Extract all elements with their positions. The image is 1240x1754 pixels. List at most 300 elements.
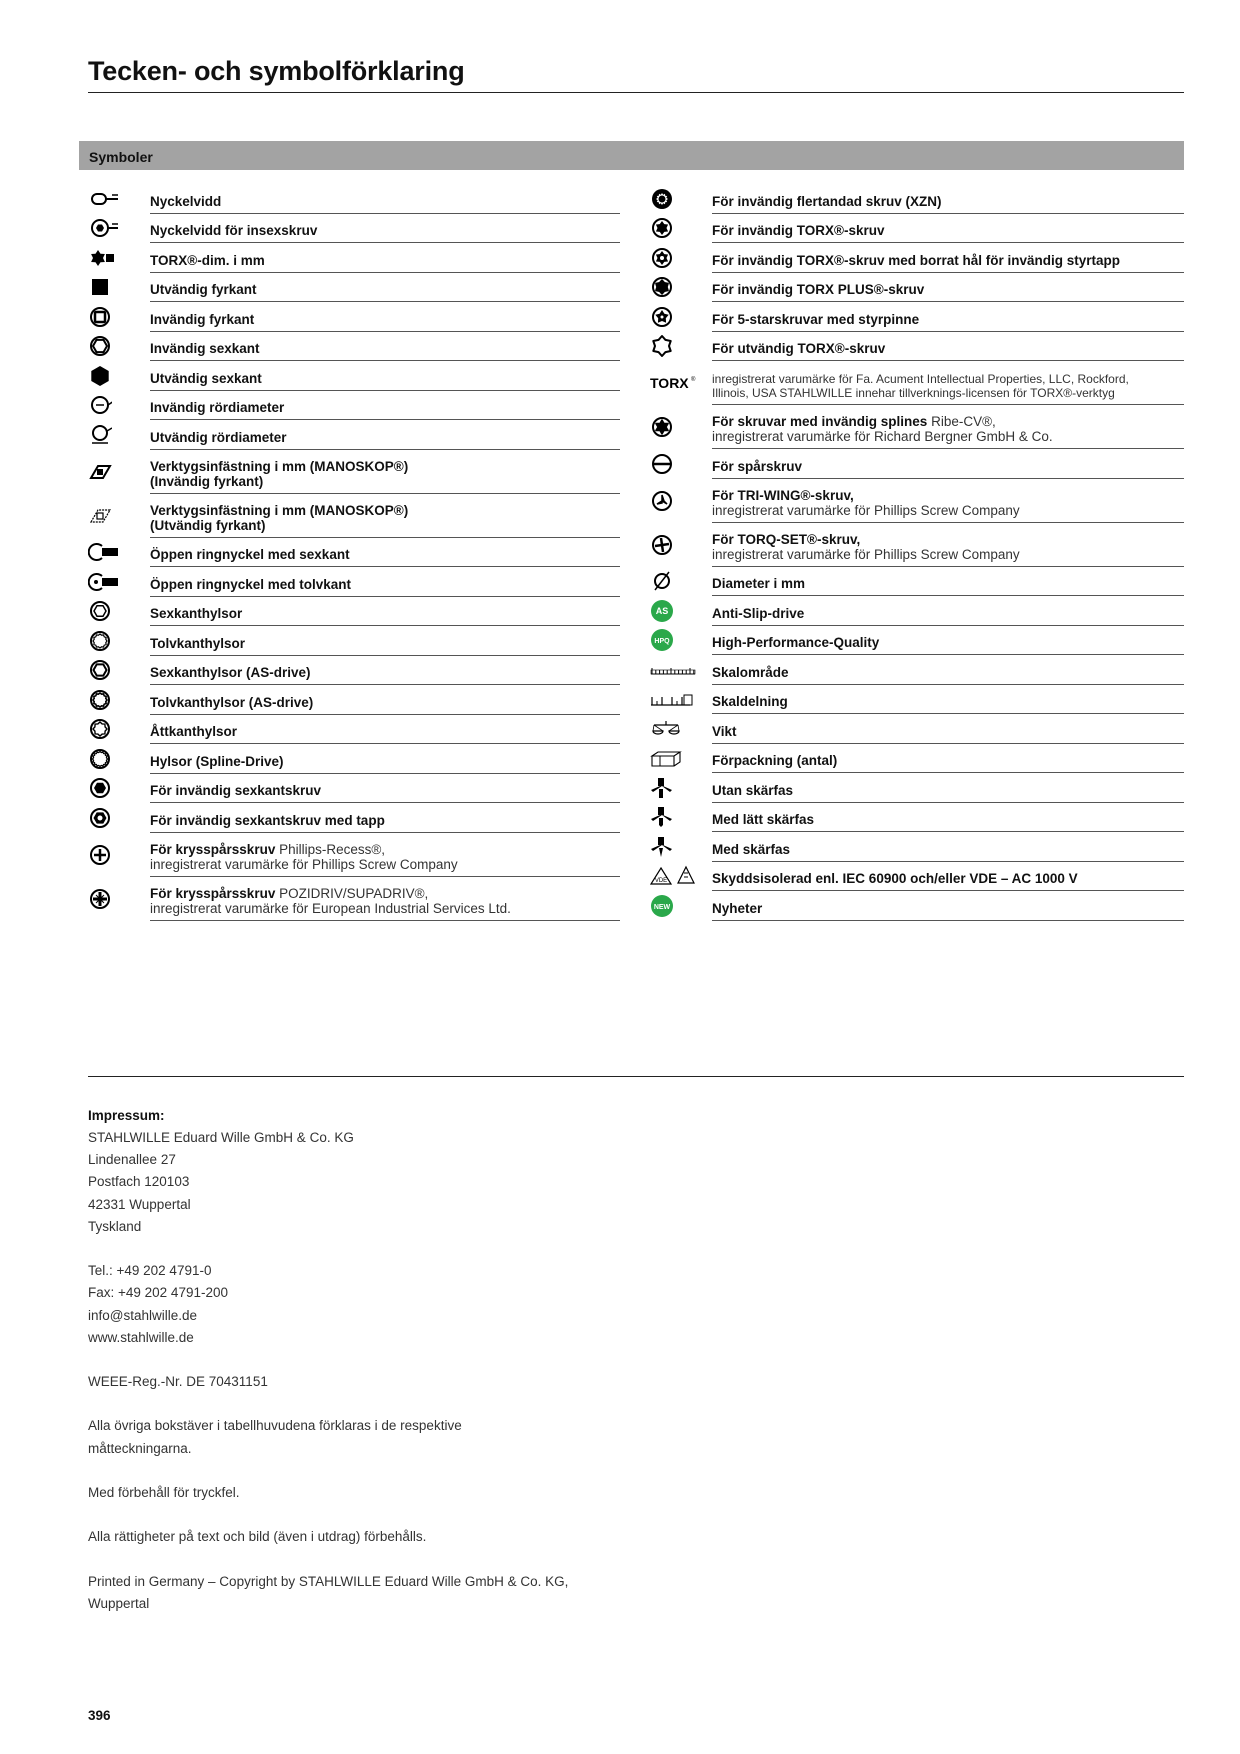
symbol-label — [712, 332, 1184, 362]
symbol-description: inregistrerat varumärke för Fa. Acument Intellectual Properties, LLC, Rockford, — [712, 372, 1129, 386]
open-ring-hex-icon — [88, 538, 150, 568]
symbol-label — [150, 567, 620, 597]
weight-icon-graphic — [650, 717, 696, 741]
symbol-name: Nyckelvidd för insexskruv — [150, 223, 318, 238]
impressum — [88, 1108, 688, 1618]
spline-socket-icon — [88, 744, 150, 774]
torx-external-icon — [650, 332, 712, 362]
symbol-name: För utvändig TORX®-skruv — [712, 341, 886, 356]
internal-hex-pin-screw-icon — [88, 803, 150, 833]
impressum-line: Tyskland — [88, 1218, 142, 1234]
symbol-label-line — [150, 430, 620, 445]
symbol-row — [650, 803, 1184, 833]
symbol-row — [650, 449, 1184, 479]
impressum-line: Fax: +49 202 4791-200 — [88, 1285, 228, 1301]
page-title: Tecken- och symbolförklaring — [88, 56, 465, 86]
package-icon — [650, 744, 712, 774]
symbol-label — [712, 803, 1184, 833]
symbol-label — [150, 332, 620, 362]
symbol-name: Med skärfas — [712, 841, 791, 857]
symbol-row — [88, 803, 620, 833]
symbol-label-line — [712, 312, 1184, 327]
symbol-name: För TRI-WING®-skruv, — [712, 487, 854, 503]
hex-external-icon-graphic — [88, 364, 112, 388]
symbol-name: Skalområde — [712, 664, 789, 680]
symbol-label-line — [712, 253, 1184, 268]
symbol-row — [650, 184, 1184, 214]
symbol-name: Verktygsinfästning i mm (MANOSKOP®) — [150, 502, 409, 518]
symbol-label-line — [150, 194, 620, 209]
12point-socket-as-icon-graphic — [88, 688, 112, 712]
hpq-icon — [650, 626, 712, 656]
new-icon — [650, 891, 712, 921]
manoskop-external-square-icon — [88, 494, 150, 538]
manoskop-internal-square-icon — [88, 450, 150, 494]
open-ring-hex-icon-graphic — [88, 540, 134, 564]
anti-slip-icon-graphic — [650, 599, 674, 623]
impressum-line: Wuppertal — [88, 1595, 150, 1611]
symbol-row — [650, 626, 1184, 656]
svg-text:VDE: VDE — [654, 878, 668, 885]
symbol-row — [650, 523, 1184, 567]
symbol-label — [712, 596, 1184, 626]
torx-external-icon-graphic — [650, 334, 674, 358]
symbol-row — [88, 214, 620, 244]
symbol-label-line — [712, 812, 1184, 827]
no-bevel-icon-graphic — [650, 776, 674, 800]
symbol-label-line — [712, 282, 1184, 297]
torx-internal-icon — [650, 214, 712, 244]
impressum-line: Tel.: +49 202 4791-0 — [88, 1263, 212, 1279]
scale-division-icon — [650, 685, 712, 715]
symbol-row — [650, 361, 1184, 405]
symbol-label-line — [150, 783, 620, 798]
symbol-name: Skaldelning — [712, 694, 788, 709]
8point-socket-icon — [88, 715, 150, 745]
hex-internal-icon — [88, 332, 150, 362]
symbol-label-line — [712, 635, 1184, 650]
impressum-line: Postfach 120103 — [88, 1174, 190, 1190]
symbol-name: Med lätt skärfas — [712, 812, 815, 827]
svg-text:HPQ: HPQ — [654, 638, 670, 646]
symbol-name: För TORQ-SET®-skruv, — [712, 531, 861, 547]
symbol-name: För 5-starskruvar med styrpinne — [712, 311, 920, 327]
symbol-label-line — [150, 282, 620, 297]
5-star-icon — [650, 302, 712, 332]
symbol-label — [712, 567, 1184, 597]
symbol-label — [150, 656, 620, 686]
manoskop-internal-square-icon-graphic — [88, 460, 112, 484]
symbol-label — [712, 302, 1184, 332]
square-external-icon — [88, 273, 150, 303]
hex-external-icon — [88, 361, 150, 391]
bevel-icon — [650, 832, 712, 862]
symbol-name: Tolvkanthylsor — [150, 635, 246, 651]
symbol-name: Sexkanthylsor (AS-drive) — [150, 665, 311, 680]
symbol-row — [88, 567, 620, 597]
symbol-name: Invändig sexkant — [150, 341, 260, 356]
symbol-name: Åttkanthylsor — [150, 724, 238, 739]
symbol-label — [712, 273, 1184, 303]
impressum-spacer — [88, 1552, 688, 1574]
symbol-row — [88, 184, 620, 214]
symbol-label-line — [712, 871, 1184, 886]
phillips-icon-graphic — [88, 843, 112, 867]
symbol-trademark: Phillips-Recess®, — [275, 841, 386, 857]
xzn-icon — [650, 184, 712, 214]
torx-tamper-icon-graphic — [650, 246, 674, 270]
symbol-row — [88, 494, 620, 538]
scale-range-icon-graphic — [650, 658, 696, 682]
symbol-label — [712, 832, 1184, 862]
symbol-label — [712, 243, 1184, 273]
symbol-label-line — [150, 754, 620, 769]
symbol-name: Utan skärfas — [712, 782, 794, 798]
symbol-row — [88, 361, 620, 391]
phillips-icon — [88, 833, 150, 877]
symbol-name: Öppen ringnyckel med tolvkant — [150, 576, 352, 592]
symbol-row — [88, 685, 620, 715]
impressum-line: Med förbehåll för tryckfel. — [88, 1485, 240, 1500]
impressum-line: Printed in Germany – Copyright by STAHLWILLE Eduard Wille GmbH & Co. KG, — [88, 1573, 569, 1589]
new-icon-graphic — [650, 894, 674, 918]
symbol-label — [712, 655, 1184, 685]
diameter-icon — [650, 567, 712, 597]
symbol-label — [712, 714, 1184, 744]
pozidriv-icon-graphic — [88, 887, 112, 911]
symbol-name: Diameter i mm — [712, 576, 806, 591]
slotted-icon — [650, 449, 712, 479]
symbol-trademark: POZIDRIV/SUPADRIV®, — [275, 885, 429, 901]
symbol-name: Utvändig sexkant — [150, 370, 262, 386]
symbol-label-line — [712, 223, 1184, 238]
symbol-row — [650, 596, 1184, 626]
svg-text:NEW: NEW — [653, 903, 671, 911]
svg-text:AS: AS — [655, 605, 669, 616]
symbol-label — [712, 744, 1184, 774]
symbol-label — [150, 214, 620, 244]
symbol-label — [712, 523, 1184, 567]
symbol-row — [650, 332, 1184, 362]
internal-hex-pin-screw-icon-graphic — [88, 806, 112, 830]
wrench-open-icon — [88, 184, 150, 214]
symbol-label-line — [712, 488, 1184, 503]
wrench-hex-socket-icon-graphic — [88, 216, 134, 240]
symbol-row — [650, 891, 1184, 921]
symbol-row — [650, 773, 1184, 803]
12point-socket-icon-graphic — [88, 629, 112, 653]
square-internal-icon — [88, 302, 150, 332]
symbol-label-line — [712, 901, 1184, 916]
torx-plus-icon — [650, 273, 712, 303]
torx-wrench-icon-graphic — [88, 246, 134, 270]
symbol-row — [88, 833, 620, 877]
symbol-row — [88, 597, 620, 627]
pipe-internal-diameter-icon — [88, 391, 150, 421]
title-divider — [88, 92, 1184, 93]
symbol-row — [650, 405, 1184, 449]
symbol-description: (Utvändig fyrkant) — [150, 517, 266, 533]
symbol-name: För invändig sexkantskruv med tapp — [150, 812, 385, 828]
hex-socket-icon-graphic — [88, 599, 112, 623]
symbol-label — [150, 302, 620, 332]
symbol-row — [650, 714, 1184, 744]
symbol-label-line — [150, 724, 620, 739]
weight-icon — [650, 714, 712, 744]
symbol-name: Nyheter — [712, 900, 763, 916]
symbol-label — [150, 715, 620, 745]
torx-internal-icon-graphic — [650, 216, 674, 240]
symbol-label-line — [150, 886, 620, 901]
symbol-label-line — [150, 665, 620, 680]
torq-set-icon — [650, 523, 712, 567]
symbol-label — [712, 479, 1184, 523]
symbol-name: Nyckelvidd — [150, 193, 222, 209]
bevel-icon-graphic — [650, 835, 674, 859]
pipe-internal-diameter-icon-graphic — [88, 393, 112, 417]
symbol-row — [650, 243, 1184, 273]
symbol-description: inregistrerat varumärke för European Industrial Services Ltd. — [150, 900, 511, 916]
symbol-label — [150, 450, 620, 494]
open-ring-12point-icon-graphic — [88, 570, 134, 594]
impressum-line: Alla rättigheter på text och bild (även i utdrag) förbehålls. — [88, 1529, 427, 1545]
impressum-line: STAHLWILLE Eduard Wille GmbH & Co. KG — [88, 1130, 354, 1145]
scale-division-icon-graphic — [650, 687, 696, 711]
impressum-spacer — [88, 1507, 688, 1529]
symbol-label-line — [150, 312, 620, 327]
symbol-name: Anti-Slip-drive — [712, 605, 805, 621]
impressum-title: Impressum: — [88, 1108, 165, 1123]
symbol-label — [712, 214, 1184, 244]
symbol-trademark: Ribe-CV®, — [927, 414, 996, 429]
ribe-spline-icon — [650, 405, 712, 449]
symbol-label-line — [712, 694, 1184, 709]
symbol-label-line — [150, 636, 620, 651]
torx-logo-icon-graphic — [650, 371, 696, 395]
symbol-row — [88, 273, 620, 303]
symbol-row — [88, 715, 620, 745]
symbol-label — [712, 361, 1184, 405]
symbol-label — [712, 773, 1184, 803]
symbol-name: För krysspårsskruv — [150, 841, 276, 857]
symbol-row — [88, 656, 620, 686]
symbol-row — [88, 626, 620, 656]
impressum-line: www.stahlwille.de — [88, 1329, 194, 1345]
scale-range-icon — [650, 655, 712, 685]
symbol-label-line — [712, 194, 1184, 209]
pozidriv-icon — [88, 877, 150, 921]
symbol-name: Förpackning (antal) — [712, 753, 838, 768]
symbol-label — [150, 243, 620, 273]
symbol-name: Hylsor (Spline-Drive) — [150, 753, 284, 769]
symbol-label-line — [150, 341, 620, 356]
hex-socket-as-icon-graphic — [88, 658, 112, 682]
symbol-name: För invändig TORX®-skruv med borrat hål för invändig styrtapp — [712, 252, 1121, 268]
symbol-label-line — [150, 371, 620, 386]
symbol-description: Illinois, USA STAHLWILLE innehar tillverknings-licensen för TORX®-verktyg — [712, 386, 1115, 400]
symbol-name: Utvändig fyrkant — [150, 282, 257, 297]
symbol-list-left — [88, 184, 620, 921]
symbol-label — [712, 626, 1184, 656]
impressum-line: info@stahlwille.de — [88, 1307, 198, 1323]
symbol-row — [650, 273, 1184, 303]
symbol-name: Verktygsinfästning i mm (MANOSKOP®) — [150, 458, 409, 474]
symbol-row — [650, 655, 1184, 685]
hex-internal-icon-graphic — [88, 334, 112, 358]
symbol-name: High-Performance-Quality — [712, 635, 880, 650]
symbol-description: inregistrerat varumärke för Phillips Screw Company — [712, 502, 1020, 518]
symbol-row — [650, 567, 1184, 597]
square-external-icon-graphic — [88, 275, 112, 299]
symbol-label — [150, 391, 620, 421]
square-internal-icon-graphic — [88, 305, 112, 329]
symbol-label-line — [150, 503, 620, 518]
impressum-spacer — [88, 1241, 688, 1263]
symbol-label — [150, 685, 620, 715]
symbol-label-line — [712, 341, 1184, 356]
symbol-label-line — [712, 783, 1184, 798]
symbol-label — [712, 184, 1184, 214]
symbol-label — [150, 597, 620, 627]
tri-wing-icon-graphic — [650, 489, 674, 513]
symbol-row — [88, 744, 620, 774]
symbol-row — [650, 685, 1184, 715]
symbol-description: (Invändig fyrkant) — [150, 473, 264, 489]
symbol-row — [650, 479, 1184, 523]
symbol-label-line — [150, 577, 620, 592]
symbol-name: För spårskruv — [712, 458, 803, 474]
pipe-external-diameter-icon-graphic — [88, 423, 112, 447]
torq-set-icon-graphic — [650, 533, 674, 557]
symbol-name: Invändig fyrkant — [150, 311, 255, 327]
ribe-spline-icon-graphic — [650, 415, 674, 439]
symbol-row — [650, 832, 1184, 862]
symbol-name: Utvändig rördiameter — [150, 429, 287, 445]
torx-plus-icon-graphic — [650, 275, 674, 299]
tri-wing-icon — [650, 479, 712, 523]
symbol-row — [650, 744, 1184, 774]
symbol-label-line — [150, 253, 620, 268]
svg-text:®: ® — [691, 377, 696, 383]
spline-socket-icon-graphic — [88, 747, 112, 771]
symbol-label-line — [150, 606, 620, 621]
symbol-label-line — [712, 724, 1184, 739]
symbol-row — [88, 243, 620, 273]
symbol-label — [150, 626, 620, 656]
symbol-description: inregistrerat varumärke för Richard Bergner GmbH & Co. — [712, 429, 1053, 444]
symbol-name: För invändig TORX®-skruv — [712, 223, 885, 238]
symbol-label — [150, 744, 620, 774]
symbol-label — [150, 361, 620, 391]
manoskop-external-square-icon-graphic — [88, 504, 112, 528]
symbol-row — [88, 302, 620, 332]
symbol-label-line — [150, 842, 620, 857]
symbol-row — [88, 877, 620, 921]
pipe-external-diameter-icon — [88, 420, 150, 450]
symbol-list-right — [650, 184, 1184, 921]
hex-socket-icon — [88, 597, 150, 627]
symbol-row — [88, 391, 620, 421]
svg-text:TORX: TORX — [650, 375, 689, 391]
symbol-label-line — [150, 223, 620, 238]
symbol-label-line — [712, 665, 1184, 680]
section-header: Symboler — [79, 141, 1184, 170]
symbol-name: Invändig rördiameter — [150, 400, 285, 415]
symbol-label — [150, 420, 620, 450]
hpq-icon-graphic — [650, 628, 674, 652]
symbol-label-line — [712, 753, 1184, 768]
symbol-label-line — [150, 695, 620, 710]
symbol-row — [88, 774, 620, 804]
hex-socket-as-icon — [88, 656, 150, 686]
symbol-name: Öppen ringnyckel med sexkant — [150, 547, 350, 562]
symbol-label — [150, 833, 620, 877]
page-number: 396 — [88, 1708, 111, 1723]
symbol-name: För invändig flertandad skruv (XZN) — [712, 193, 942, 209]
12point-socket-icon — [88, 626, 150, 656]
symbol-name: För invändig sexkantskruv — [150, 783, 322, 798]
symbol-label-line — [150, 459, 620, 474]
symbol-label-line — [150, 547, 620, 562]
light-bevel-icon — [650, 803, 712, 833]
wrench-hex-socket-icon — [88, 214, 150, 244]
symbol-label-line — [150, 400, 620, 415]
symbol-name: TORX®-dim. i mm — [150, 252, 265, 268]
symbol-row — [650, 302, 1184, 332]
symbol-label-line — [712, 459, 1184, 474]
symbol-label-line — [712, 532, 1184, 547]
symbol-name: Skyddsisolerad enl. IEC 60900 och/eller VDE – AC 1000 V — [712, 871, 1078, 886]
symbol-label — [150, 877, 620, 921]
symbol-label — [150, 774, 620, 804]
symbol-label — [150, 494, 620, 538]
symbol-label — [712, 685, 1184, 715]
symbol-name: För skruvar med invändig splines — [712, 414, 928, 429]
symbol-row — [88, 420, 620, 450]
symbol-label — [150, 803, 620, 833]
wrench-open-icon-graphic — [88, 187, 134, 211]
symbol-description: inregistrerat varumärke för Phillips Screw Company — [712, 546, 1020, 562]
footer-divider — [88, 1076, 1184, 1077]
impressum-spacer — [88, 1396, 688, 1418]
symbol-label — [712, 862, 1184, 892]
symbol-label — [712, 891, 1184, 921]
diameter-icon-graphic — [650, 569, 674, 593]
impressum-line: 42331 Wuppertal — [88, 1196, 191, 1212]
symbol-label — [150, 184, 620, 214]
symbol-name: För krysspårsskruv — [150, 885, 276, 901]
symbol-label-line — [712, 414, 1184, 429]
symbol-label — [712, 449, 1184, 479]
light-bevel-icon-graphic — [650, 805, 674, 829]
insulated-vde-icon — [650, 862, 712, 892]
symbol-name: Tolvkanthylsor (AS-drive) — [150, 694, 314, 710]
symbol-label-line — [712, 576, 1184, 591]
symbol-name: Sexkanthylsor — [150, 606, 243, 621]
impressum-line: Lindenallee 27 — [88, 1152, 176, 1168]
open-ring-12point-icon — [88, 567, 150, 597]
anti-slip-icon — [650, 596, 712, 626]
impressum-line: WEEE-Reg.-Nr. DE 70431151 — [88, 1374, 268, 1390]
symbol-row — [88, 332, 620, 362]
symbol-description: inregistrerat varumärke för Phillips Screw Company — [150, 856, 458, 872]
symbol-label-line — [150, 813, 620, 828]
symbol-label-line — [712, 842, 1184, 857]
symbol-row — [650, 862, 1184, 892]
no-bevel-icon — [650, 773, 712, 803]
internal-hex-screw-icon — [88, 774, 150, 804]
5-star-icon-graphic — [650, 305, 674, 329]
